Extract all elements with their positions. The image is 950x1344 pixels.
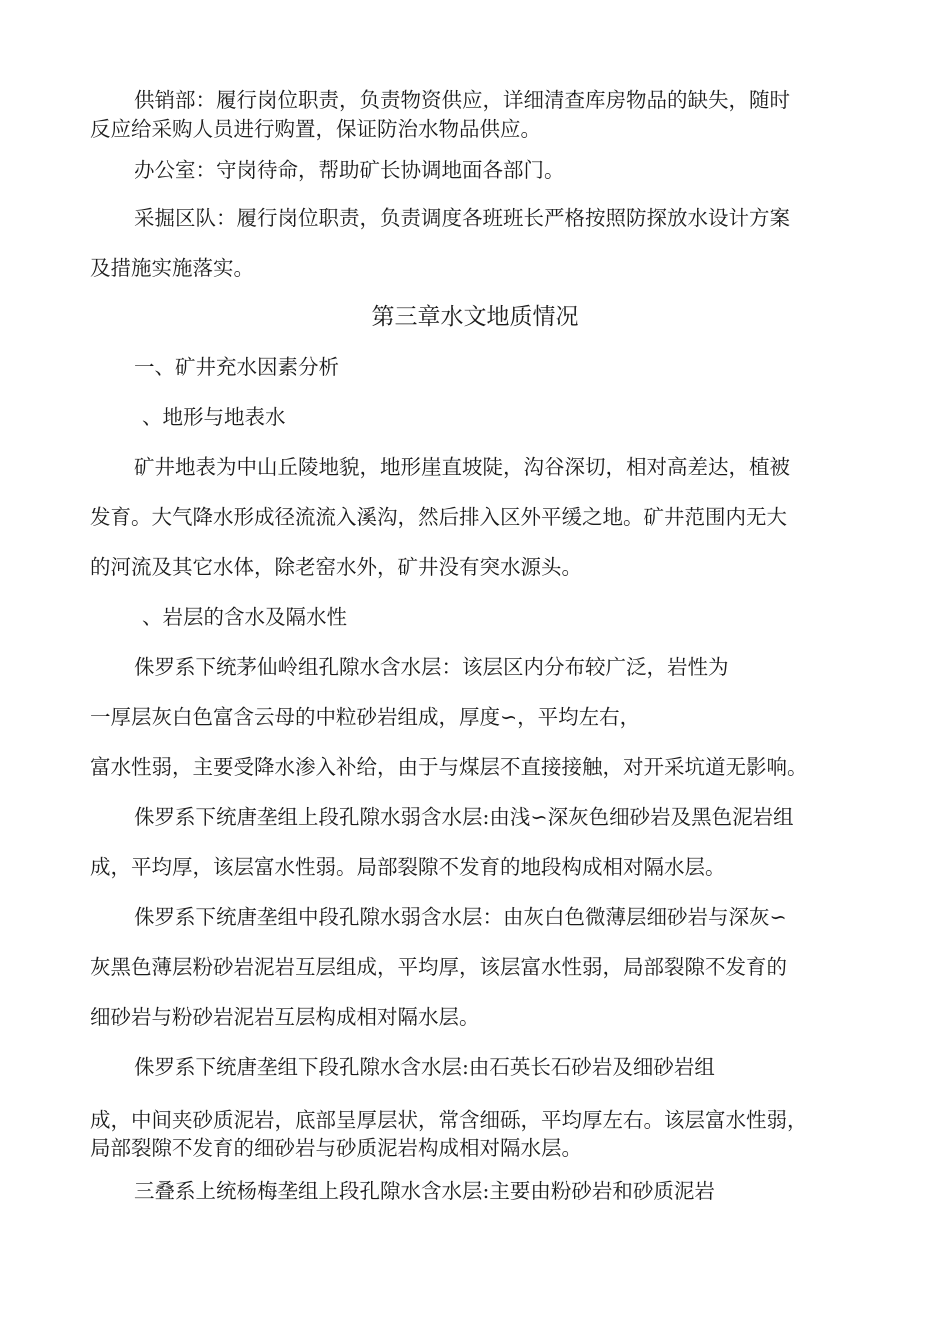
paragraph-office: 办公室：守岗待命，帮助矿长协调地面各部门。 <box>134 158 565 182</box>
paragraph-yangmeilong-upper: 三叠系上统杨梅垄组上段孔隙水含水层:主要由粉砂岩和砂质泥岩 <box>134 1179 715 1203</box>
section-heading-1: 一、矿井充水因素分析 <box>134 355 339 379</box>
paragraph-terrain: 矿井地表为中山丘陵地貌，地形崖直坡陡，沟谷深切，相对高差达，植被 <box>134 455 790 479</box>
paragraph-tanglong-middle-cont-2: 细砂岩与粉砂岩泥岩互层构成相对隔水层。 <box>90 1005 480 1029</box>
subsection-heading-terrain: 、地形与地表水 <box>142 405 286 429</box>
paragraph-mining-team: 采掘区队：履行岗位职责，负责调度各班班长严格按照防探放水设计方案 <box>134 206 790 230</box>
paragraph-tanglong-lower-cont-1: 成，中间夹砂质泥岩，底部呈厚层状，常含细砾，平均厚左右。该层富水性弱， <box>90 1108 808 1132</box>
paragraph-tanglong-middle: 侏罗系下统唐垄组中段孔隙水弱含水层：由灰白色微薄层细砂岩与深灰∽ <box>134 905 787 929</box>
paragraph-tanglong-lower-cont-2: 局部裂隙不发育的细砂岩与砂质泥岩构成相对隔水层。 <box>90 1136 582 1160</box>
chapter-title: 第三章水文地质情况 <box>371 304 579 330</box>
paragraph-terrain-cont-1: 发育。大气降水形成径流流入溪沟，然后排入区外平缓之地。矿井范围内无大 <box>90 505 787 529</box>
paragraph-tanglong-lower: 侏罗系下统唐垄组下段孔隙水含水层:由石英长石砂岩及细砂岩组 <box>134 1055 715 1079</box>
paragraph-maoxianling-cont-2: 富水性弱，主要受降水渗入补给，由于与煤层不直接接触，对开采坑道无影响。 <box>90 755 808 779</box>
paragraph-tanglong-upper: 侏罗系下统唐垄组上段孔隙水弱含水层:由浅∽深灰色细砂岩及黑色泥岩组 <box>134 805 794 829</box>
paragraph-tanglong-upper-cont: 成，平均厚，该层富水性弱。局部裂隙不发育的地段构成相对隔水层。 <box>90 855 726 879</box>
subsection-heading-strata: 、岩层的含水及隔水性 <box>142 605 347 629</box>
paragraph-supply-dept: 供销部：履行岗位职责，负责物资供应，详细清查库房物品的缺失，随时 <box>134 88 790 112</box>
paragraph-tanglong-middle-cont-1: 灰黑色薄层粉砂岩泥岩互层组成，平均厚，该层富水性弱，局部裂隙不发育的 <box>90 955 787 979</box>
paragraph-mining-team-cont: 及措施实施落实。 <box>90 256 254 280</box>
paragraph-terrain-cont-2: 的河流及其它水体，除老窑水外，矿井没有突水源头。 <box>90 555 582 579</box>
paragraph-maoxianling: 侏罗系下统茅仙岭组孔隙水含水层：该层区内分布较广泛，岩性为 <box>134 655 729 679</box>
paragraph-maoxianling-cont-1: 一厚层灰白色富含云母的中粒砂岩组成，厚度∽，平均左右， <box>90 705 641 729</box>
paragraph-supply-dept-cont: 反应给采购人员进行购置，保证防治水物品供应。 <box>90 117 541 141</box>
